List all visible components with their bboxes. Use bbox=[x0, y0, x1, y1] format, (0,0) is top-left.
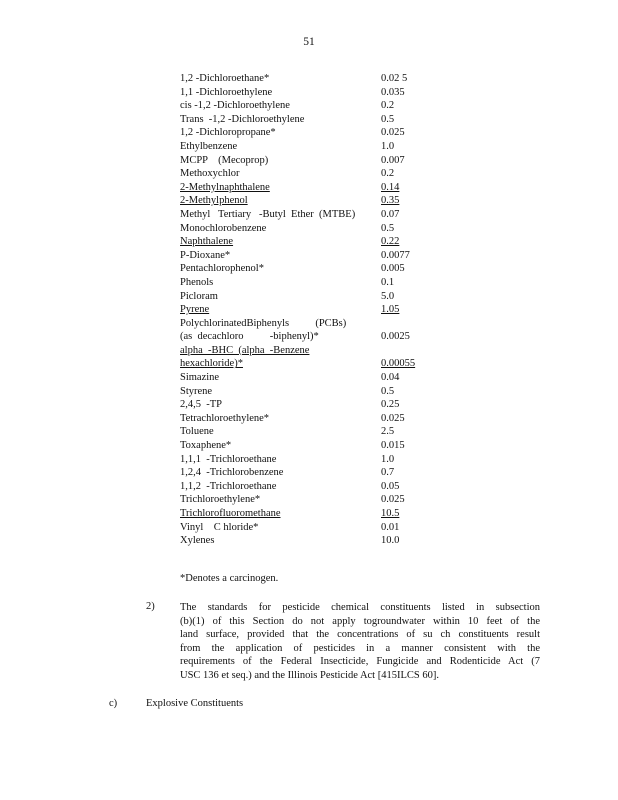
standard-value: 0.005 bbox=[381, 263, 405, 275]
table-row bbox=[180, 317, 440, 331]
table-row bbox=[180, 303, 440, 317]
item-2-paragraph bbox=[180, 601, 540, 683]
standard-value: 0.25 bbox=[381, 399, 400, 411]
constituent-name: Toxaphene* bbox=[180, 440, 232, 452]
constituent-name: Pyrene bbox=[180, 304, 210, 316]
constituent-name: Picloram bbox=[180, 290, 218, 302]
constituent-name: 2-Methylphenol bbox=[180, 195, 248, 207]
constituent-name: MCPP (Mecoprop) bbox=[180, 154, 269, 166]
standard-value: 10.5 bbox=[381, 508, 400, 519]
constituent-name: 2-Methylnaphthalene bbox=[180, 181, 270, 193]
constituent-name: Methoxychlor bbox=[180, 168, 240, 180]
constituent-name: 1,1,1 -Trichloroethane bbox=[180, 453, 277, 465]
standard-value: 0.5 bbox=[381, 385, 395, 397]
table-row bbox=[180, 154, 440, 168]
standard-value: 0.007 bbox=[381, 154, 405, 166]
constituent-name: 1,2 -Dichloropropane* bbox=[180, 127, 276, 139]
table-row bbox=[180, 493, 440, 507]
standard-value: 1.0 bbox=[381, 453, 395, 465]
standard-value: 0.05 bbox=[381, 480, 400, 492]
constituent-name: (as decachloro -biphenyl)* bbox=[180, 331, 319, 343]
table-row bbox=[180, 208, 440, 222]
constituent-name: hexachloride)* bbox=[180, 358, 243, 370]
standard-value: 0.025 bbox=[381, 127, 405, 139]
table-row bbox=[180, 344, 440, 358]
constituent-name: Toluene bbox=[180, 426, 214, 438]
constituent-name: Methyl Tertiary -Butyl Ether (MTBE) bbox=[180, 208, 356, 220]
paragraph-line: from the application of pesticides in a manner consistent with the bbox=[180, 642, 540, 654]
table-row bbox=[180, 371, 440, 385]
table-row bbox=[180, 249, 440, 263]
table-row bbox=[180, 167, 440, 181]
constituent-name: alpha -BHC (alpha -Benzene bbox=[180, 344, 310, 356]
table-row bbox=[180, 425, 440, 439]
table-row bbox=[180, 398, 440, 412]
standard-value: 0.14 bbox=[381, 181, 400, 193]
table-row bbox=[180, 194, 440, 208]
constituent-name: 1,1,2 -Trichloroethane bbox=[180, 480, 277, 492]
constituent-name: Trans -1,2 -Dichloroethylene bbox=[180, 113, 305, 125]
table-row bbox=[180, 412, 440, 426]
standard-value: 0.00055 bbox=[381, 358, 416, 370]
table-row bbox=[180, 330, 440, 344]
standard-value: 0.5 bbox=[381, 222, 395, 234]
constituent-name: 1,1 -Dichloroethylene bbox=[180, 86, 273, 98]
constituent-name: Trichloroethylene* bbox=[180, 494, 261, 506]
constituent-name: Ethylbenzene bbox=[180, 140, 238, 152]
paragraph-line: requirements of the Federal Insecticide, Fungicide and Rodenticide Act (7 bbox=[180, 656, 540, 668]
standard-value: 0.04 bbox=[381, 372, 400, 384]
constituent-name: 2,4,5 -TP bbox=[180, 399, 222, 411]
standard-value: 1.05 bbox=[381, 304, 400, 316]
standard-value: 1.0 bbox=[381, 140, 395, 152]
table-row bbox=[180, 126, 440, 140]
standard-value: 2.5 bbox=[381, 426, 395, 438]
standard-value: 0.0025 bbox=[381, 331, 410, 343]
constituent-name: Styrene bbox=[180, 385, 213, 397]
table-row bbox=[180, 276, 440, 290]
constituent-name: Tetrachloroethylene* bbox=[180, 412, 270, 424]
table-row bbox=[180, 235, 440, 249]
constituent-name: Monochlorobenzene bbox=[180, 222, 267, 234]
carcinogen-footnote: *Denotes a carcinogen. bbox=[180, 573, 279, 584]
table-row bbox=[180, 507, 440, 521]
table-row bbox=[180, 466, 440, 480]
standard-value: 0.5 bbox=[381, 113, 395, 125]
standard-value: 0.02 5 bbox=[381, 73, 408, 84]
standard-value: 0.7 bbox=[381, 467, 395, 479]
constituent-name: Naphthalene bbox=[180, 236, 234, 248]
constituent-name: PolychlorinatedBiphenyls (PCBs) bbox=[180, 317, 347, 329]
table-row bbox=[180, 534, 440, 548]
constituent-name: cis -1,2 -Dichloroethylene bbox=[180, 100, 290, 112]
standard-value: 0.2 bbox=[381, 100, 395, 112]
table-row bbox=[180, 222, 440, 236]
constituent-name: Pentachlorophenol* bbox=[180, 263, 264, 275]
standard-value: 10.0 bbox=[381, 535, 400, 547]
table-row bbox=[180, 385, 440, 399]
paragraph-line: (b)(1) of this Section do not apply togroundwater within 10 feet of the bbox=[180, 615, 540, 627]
constituent-name: 1,2,4 -Trichlorobenzene bbox=[180, 467, 284, 479]
item-2-number: 2) bbox=[146, 601, 155, 612]
table-row bbox=[180, 453, 440, 467]
section-c-label: c) bbox=[109, 698, 118, 709]
table-row bbox=[180, 181, 440, 195]
standard-value: 0.22 bbox=[381, 236, 400, 248]
constituent-name: 1,2 -Dichloroethane* bbox=[180, 73, 270, 84]
standard-value: 0.025 bbox=[381, 412, 405, 424]
paragraph-line: The standards for pesticide chemical constituents listed in subsection bbox=[180, 602, 540, 613]
table-row bbox=[180, 113, 440, 127]
constituent-name: Simazine bbox=[180, 372, 220, 384]
table-row bbox=[180, 521, 440, 535]
constituent-name: P-Dioxane* bbox=[180, 249, 231, 261]
standard-value: 0.1 bbox=[381, 276, 395, 288]
constituent-table bbox=[180, 72, 440, 548]
paragraph-line: land surface, provided that the concentrations of su ch constituents result bbox=[180, 629, 540, 641]
table-row bbox=[180, 290, 440, 304]
constituent-name: Phenols bbox=[180, 276, 214, 288]
table-row bbox=[180, 262, 440, 276]
standard-value: 0.2 bbox=[381, 168, 395, 180]
page-number: 51 bbox=[303, 36, 315, 48]
standard-value: 0.07 bbox=[381, 208, 400, 220]
paragraph-line: USC 136 et seq.) and the Illinois Pesticide Act [415ILCS 60]. bbox=[180, 669, 439, 681]
standard-value: 0.01 bbox=[381, 521, 400, 533]
standard-value: 0.025 bbox=[381, 494, 405, 506]
constituent-name: Trichlorofluoromethane bbox=[180, 508, 281, 519]
section-c-title: Explosive Constituents bbox=[146, 698, 244, 709]
constituent-name: Vinyl C hloride* bbox=[180, 521, 259, 533]
table-row bbox=[180, 99, 440, 113]
table-row bbox=[180, 480, 440, 494]
standard-value: 0.0077 bbox=[381, 249, 410, 261]
table-row bbox=[180, 72, 440, 86]
standard-value: 0.035 bbox=[381, 86, 405, 98]
standard-value: 0.015 bbox=[381, 440, 405, 452]
table-row bbox=[180, 140, 440, 154]
table-row bbox=[180, 357, 440, 371]
table-row bbox=[180, 86, 440, 100]
standard-value: 5.0 bbox=[381, 290, 395, 302]
constituent-name: Xylenes bbox=[180, 535, 215, 547]
standard-value: 0.35 bbox=[381, 195, 400, 207]
table-row bbox=[180, 439, 440, 453]
